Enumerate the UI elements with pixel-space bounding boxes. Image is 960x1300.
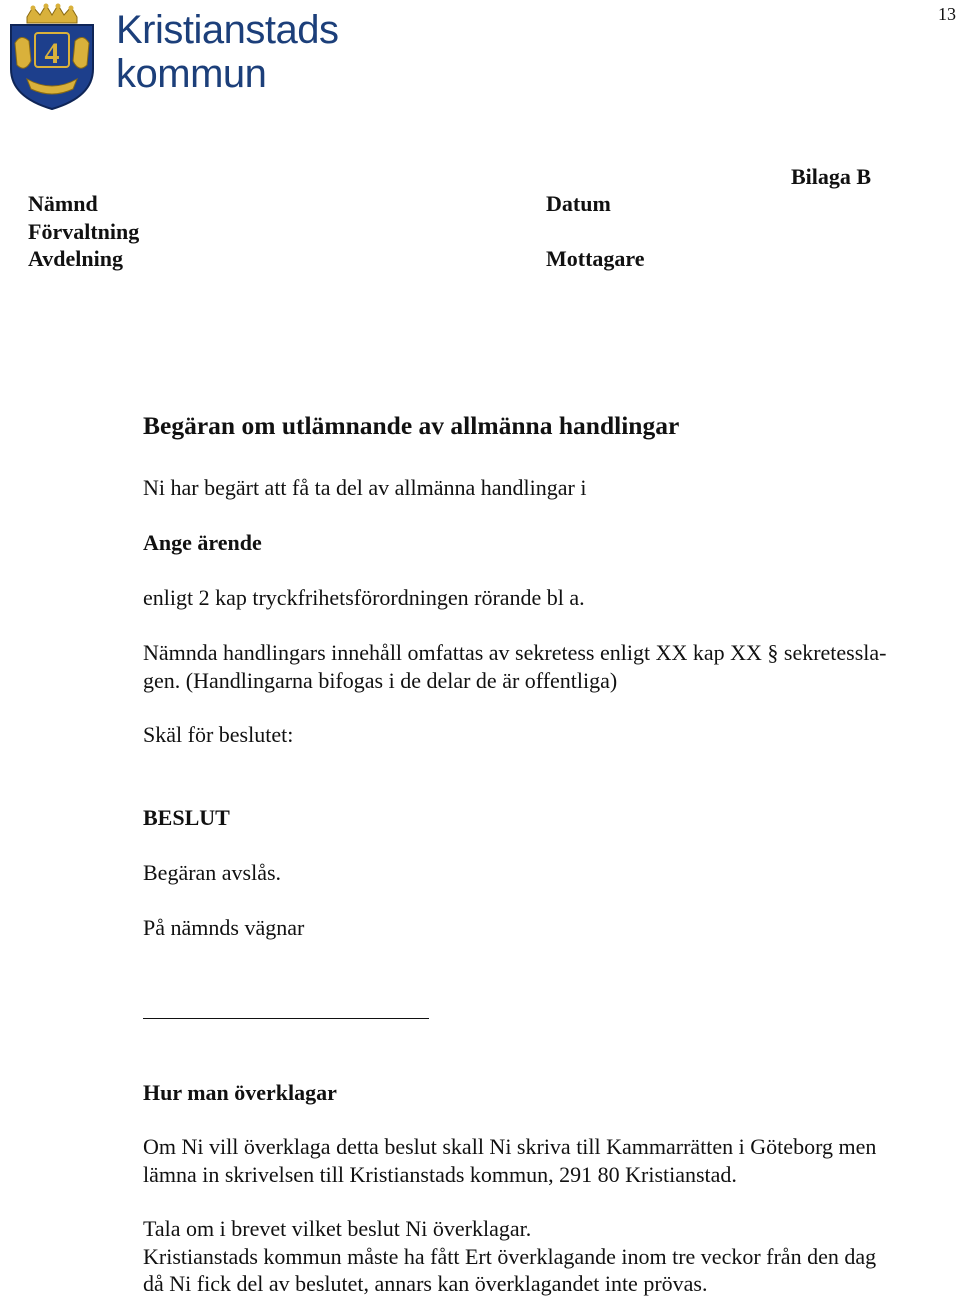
decision-text: Begäran avslås. xyxy=(143,860,282,885)
wordmark-line-2: kommun xyxy=(116,52,267,96)
appeal-p1-line-2: lämna in skrivelsen till Kristianstads kommun, 291 80 Kristianstad. xyxy=(143,1161,737,1187)
label-avdelning: Avdelning xyxy=(28,246,123,271)
date-recipient-labels xyxy=(546,190,645,273)
secrecy-line-1: Nämnda handlingars innehåll omfattas av sekretess enligt XX kap XX § sekretessla- xyxy=(143,640,887,665)
appeal-paragraph-2 xyxy=(143,1215,943,1298)
signature-line xyxy=(143,1018,429,1019)
law-reference: enligt 2 kap tryckfrihetsförordningen rörande bl a. xyxy=(143,585,585,610)
appeal-paragraph-1 xyxy=(143,1133,943,1188)
appeal-p2-line-2: Kristianstads kommun måste ha fått Ert överklagande inom tre veckor från den dag xyxy=(143,1243,877,1269)
page-number: 13 xyxy=(938,4,956,24)
appeal-p1-line-1: Om Ni vill överklaga detta beslut skall Ni skriva till Kammarrätten i Göteborg men xyxy=(143,1134,877,1159)
reasons-label: Skäl för beslutet: xyxy=(143,722,294,747)
secrecy-line-2: gen. (Handlingarna bifogas i de delar de är offentliga) xyxy=(143,667,618,693)
appeal-heading: Hur man överklagar xyxy=(143,1080,337,1105)
appeal-p2-line-1: Tala om i brevet vilket beslut Ni överklagar. xyxy=(143,1216,532,1241)
wordmark-line-1: Kristianstads xyxy=(116,8,339,52)
label-namnd: Nämnd xyxy=(28,191,98,216)
svg-text:4: 4 xyxy=(44,37,60,70)
label-forvaltning: Förvaltning xyxy=(28,218,140,244)
letter-title: Begäran om utlämnande av allmänna handlingar xyxy=(143,411,680,440)
appeal-p2-line-3: då Ni fick del av beslutet, annars kan överklagandet inte prövas. xyxy=(143,1271,708,1296)
secrecy-paragraph xyxy=(143,639,943,694)
municipality-wordmark xyxy=(116,8,338,96)
decision-heading: BESLUT xyxy=(143,805,230,830)
coat-of-arms-icon xyxy=(5,3,99,111)
label-mottagare: Mottagare xyxy=(546,246,645,271)
intro-text: Ni har begärt att få ta del av allmänna handlingar i xyxy=(143,475,587,500)
signature-label: På nämnds vägnar xyxy=(143,915,305,940)
label-datum: Datum xyxy=(546,191,611,216)
sender-labels xyxy=(28,190,139,273)
annex-label: Bilaga B xyxy=(791,164,872,189)
case-placeholder: Ange ärende xyxy=(143,530,262,555)
